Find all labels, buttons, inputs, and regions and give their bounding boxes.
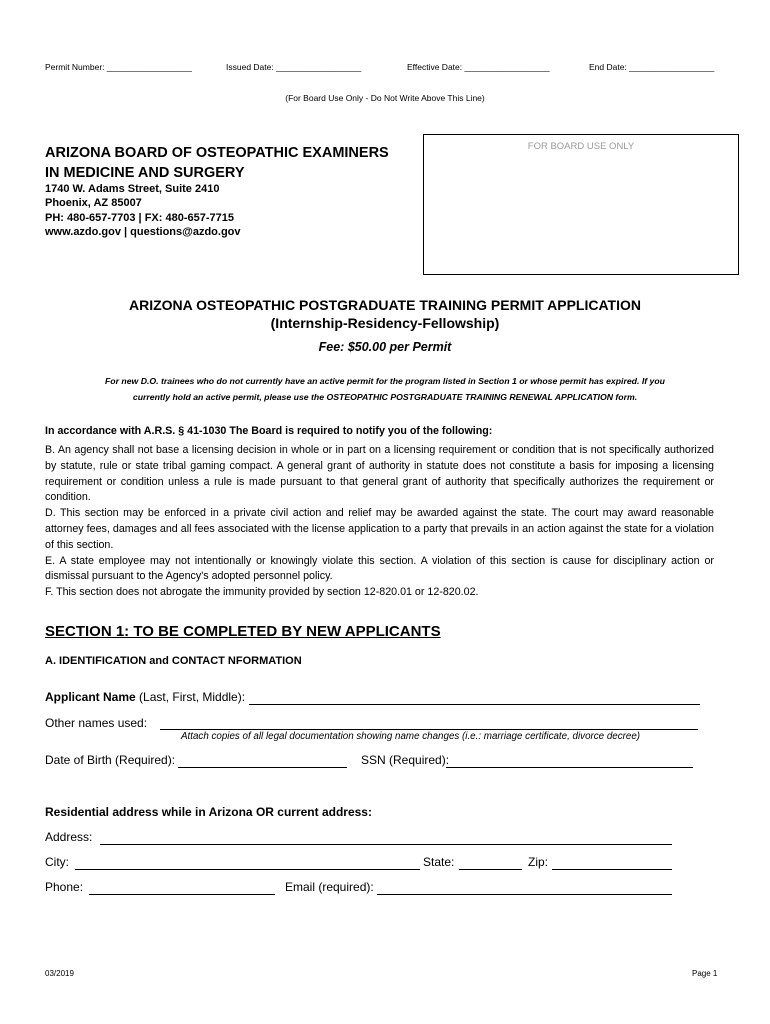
statute-d: D. This section may be enforced in a private civil action and relief may be awarded against the state. The court may award reasonable attorney fees, damages and all fees associated with the license application to a party that prevails in an action against the state for a violation of this section. (45, 507, 714, 551)
other-names-label: Other names used: (45, 716, 148, 730)
email-label: Email (required): (285, 880, 374, 894)
statute-heading: In accordance with A.R.S. § 41-1030 The Board is required to notify you of the following: (45, 425, 493, 437)
zip-label: Zip: (528, 855, 549, 869)
residential-heading: Residential address while in Arizona OR current address: (45, 805, 372, 819)
dob-label: Date of Birth (Required): (45, 753, 176, 767)
other-names-input[interactable] (160, 729, 698, 730)
attach-note: Attach copies of all legal documentation showing name changes (i.e.: marriage certificate, divorce decree) (181, 731, 641, 742)
effective-date-field[interactable]: Effective Date: __________________ (407, 62, 550, 72)
board-address-line2: Phoenix, AZ 85007 (45, 197, 142, 210)
section1-subheading: A. IDENTIFICATION and CONTACT NFORMATION (45, 655, 302, 667)
section1-heading: SECTION 1: TO BE COMPLETED BY NEW APPLICANTS (45, 623, 441, 640)
statute-b: B. An agency shall not base a licensing decision in whole or in part on a licensing requirement or condition that is not specifically authorized by statute, rule or state tribal gaming compact. A general grant of authority in statute does not constitute a basis for imposing a licensing requirement or condition unless a rule is made pursuant to that general grant of authority that specifically authorizes the requirement or condition. (45, 444, 714, 504)
address-label: Address: (45, 830, 93, 844)
issued-date-field[interactable]: Issued Date: __________________ (226, 62, 362, 72)
statute-body (45, 443, 714, 601)
form-subtitle: (Internship-Residency-Fellowship) (270, 315, 500, 331)
board-name-line1: ARIZONA BOARD OF OSTEOPATHIC EXAMINERS (45, 145, 389, 161)
board-address-line1: 1740 W. Adams Street, Suite 2410 (45, 183, 220, 195)
statute-e: E. A state employee may not intentionally or knowingly violate this section. A violation of this section is cause for disciplinary action or dismissal pursuant to the Agency's adopted personnel policy. (45, 554, 714, 583)
address-input[interactable] (100, 844, 672, 845)
board-use-notice: (For Board Use Only - Do Not Write Above This Line) (285, 93, 485, 103)
applicant-name-label-bold: Applicant Name (45, 690, 136, 704)
applicant-name-label-rest: (Last, First, Middle): (135, 690, 246, 704)
zip-input[interactable] (552, 869, 672, 870)
dob-input[interactable] (178, 767, 347, 768)
state-input[interactable] (459, 869, 522, 870)
phone-label: Phone: (45, 880, 84, 894)
end-date-field[interactable]: End Date: __________________ (589, 62, 715, 72)
board-phone-fax: PH: 480-657-7703 | FX: 480-657-7715 (45, 211, 234, 224)
board-name (45, 143, 389, 183)
board-use-box (423, 134, 739, 275)
footer-date: 03/2019 (45, 969, 74, 978)
board-contact (45, 182, 241, 239)
board-use-box-label: FOR BOARD USE ONLY (527, 141, 635, 152)
email-input[interactable] (377, 894, 672, 895)
phone-input[interactable] (89, 894, 275, 895)
form-title: ARIZONA OSTEOPATHIC POSTGRADUATE TRAINING PERMIT APPLICATION (128, 297, 642, 313)
city-label: City: (45, 855, 69, 869)
instruction-line1: For new D.O. trainees who do not currently have an active permit for the program listed in Section 1 or whose permit has expired. If you (105, 376, 665, 386)
board-name-line2: IN MEDICINE AND SURGERY (45, 165, 245, 181)
instruction-line2: currently hold an active permit, please use the OSTEOPATHIC POSTGRADUATE TRAINING RENEWAL APPLICATION form. (132, 392, 638, 402)
ssn-input[interactable] (446, 767, 693, 768)
state-label: State: (423, 855, 455, 869)
applicant-name-input[interactable] (249, 704, 700, 705)
applicant-name-label (45, 690, 245, 704)
footer-page-number: Page 1 (692, 969, 718, 978)
fee-line: Fee: $50.00 per Permit (318, 340, 452, 354)
permit-number-field[interactable]: Permit Number: __________________ (45, 62, 192, 72)
statute-f: F. This section does not abrogate the immunity provided by section 12-820.01 or 12-820.02. (45, 586, 479, 599)
city-input[interactable] (75, 869, 420, 870)
board-web-email: www.azdo.gov | questions@azdo.gov (45, 225, 241, 238)
ssn-label: SSN (Required): (361, 753, 450, 767)
